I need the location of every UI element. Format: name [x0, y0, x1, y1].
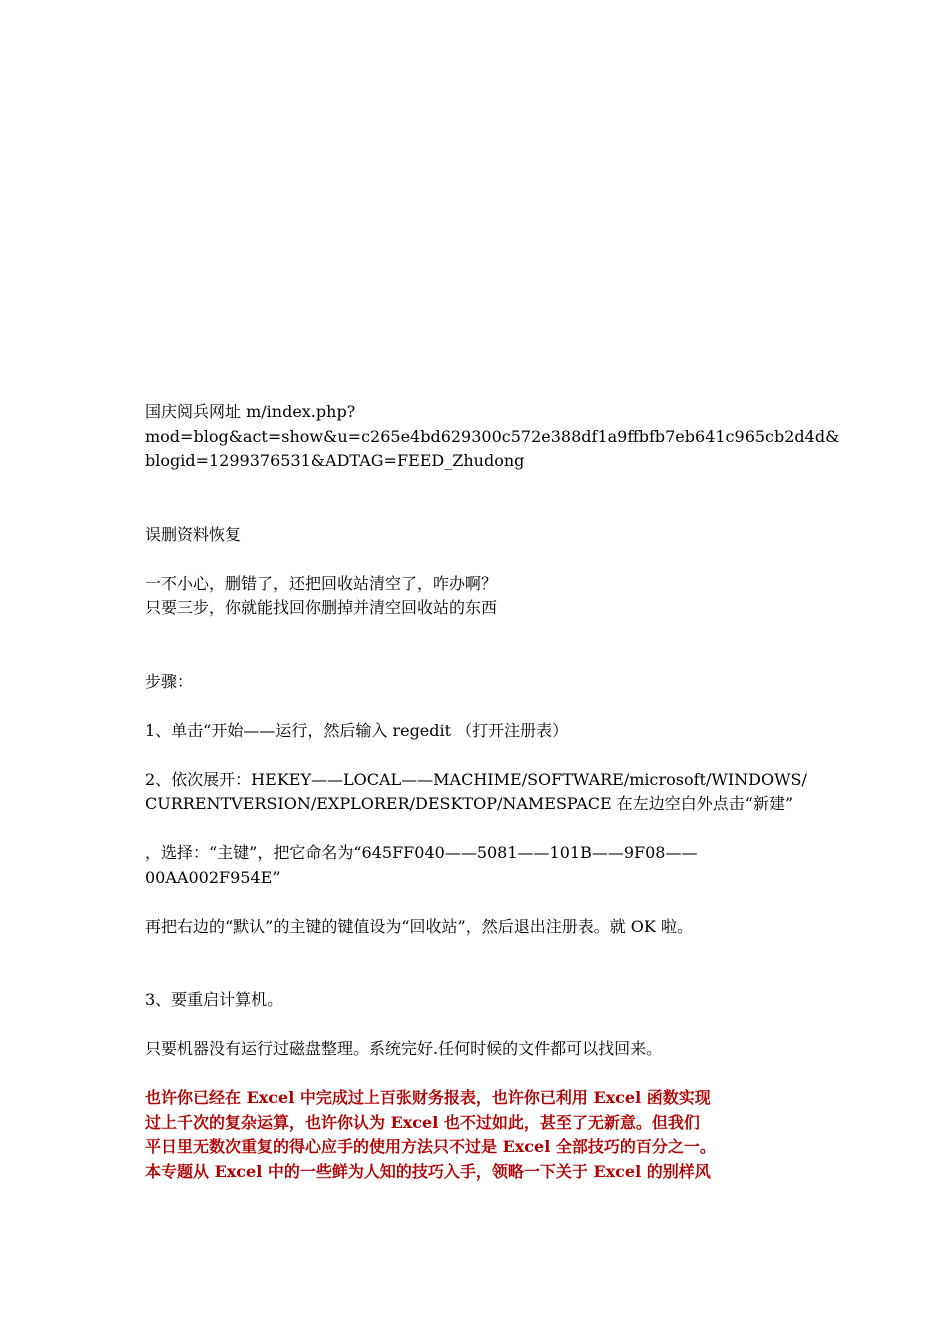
intro-paragraph	[145, 572, 845, 621]
step-1: 1、单击“开始——运行，然后输入 regedit （打开注册表）	[145, 720, 569, 740]
excel-intro-line: 本专题从 Excel 中的一些鲜为人知的技巧入手，领略一下关于 Excel 的别样风	[145, 1161, 711, 1181]
step-2-line: CURRENTVERSION/EXPLORER/DESKTOP/NAMESPACE 在左边空白外点击“新建”	[145, 794, 794, 813]
document-body	[145, 400, 845, 1184]
excel-intro-paragraph	[145, 1086, 845, 1184]
step-2-key-line: 00AA002F954E”	[145, 867, 281, 887]
url-block	[145, 400, 845, 474]
step-2-line: 2、依次展开：HEKEY——LOCAL——MACHIME/SOFTWARE/microsoft/WINDOWS/	[145, 769, 807, 789]
recovery-note: 只要机器没有运行过磁盘整理。系统完好.任何时候的文件都可以找回来。	[145, 1039, 663, 1058]
intro-line: 一不小心，删错了，还把回收站清空了，咋办啊？	[145, 573, 498, 593]
steps-heading: 步骤：	[145, 671, 194, 691]
url-line: mod=blog&act=show&u=c265e4bd629300c572e388df1a9ffbfb7eb641c965cb2d4d&	[145, 426, 840, 446]
excel-intro-line: 也许你已经在 Excel 中完成过上百张财务报表，也许你已利用 Excel 函数实现	[145, 1088, 711, 1107]
excel-intro-line: 平日里无数次重复的得心应手的使用方法只不过是 Excel 全部技巧的百分之一。	[145, 1137, 716, 1156]
step-2	[145, 768, 845, 817]
article-title: 误删资料恢复	[145, 524, 242, 544]
step-3: 3、要重启计算机。	[145, 990, 284, 1009]
step-2-value: 再把右边的“默认”的主键的键值设为“回收站”，然后退出注册表。就 OK 啦。	[145, 916, 693, 936]
url-line: 国庆阅兵网址 m/index.php?	[145, 402, 356, 421]
url-line: blogid=1299376531&ADTAG=FEED_Zhudong	[145, 451, 525, 470]
excel-intro-line: 过上千次的复杂运算，也许你认为 Excel 也不过如此，甚至了无新意。但我们	[145, 1112, 700, 1132]
step-2-key	[145, 841, 845, 890]
step-2-key-line: ，选择：“主键”，把它命名为“645FF040——5081——101B——9F08——	[145, 843, 698, 862]
intro-line: 只要三步，你就能找回你删掉并清空回收站的东西	[145, 598, 498, 617]
